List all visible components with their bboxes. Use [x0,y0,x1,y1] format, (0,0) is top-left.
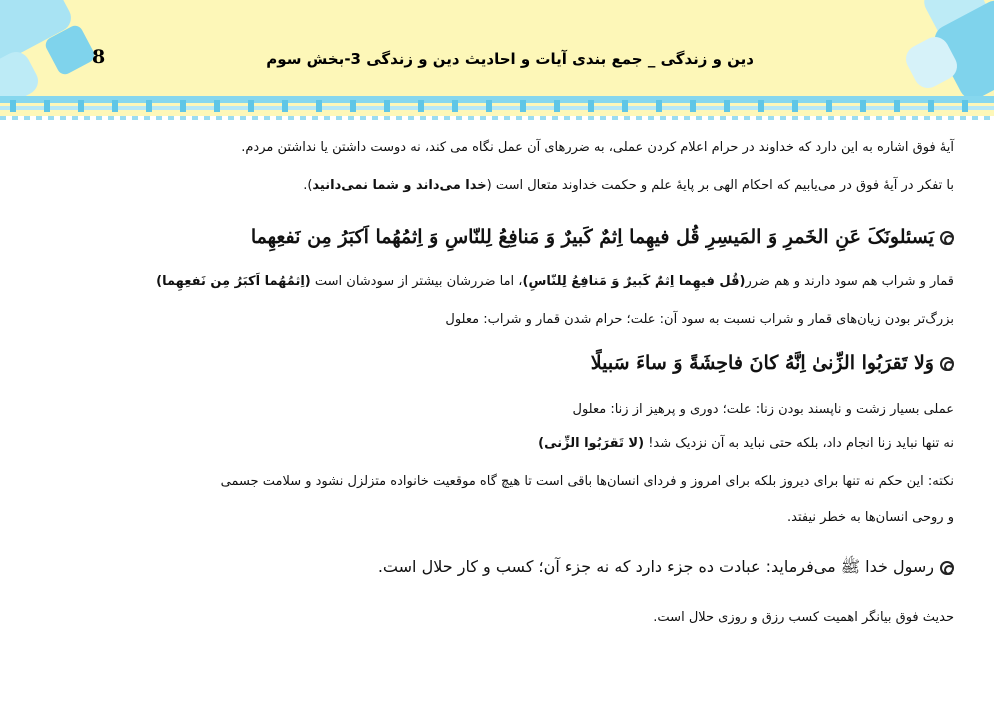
paragraph [538,434,954,454]
stripe-bar [248,100,254,112]
stripe-bar [724,100,730,112]
hadith-intro: رسول خدا ﷺ می‌فرماید: [760,557,934,576]
stripe-bar [418,100,424,112]
quote-text: (لا تَقرَبُوا الزِّنی) [538,436,645,451]
paragraph [156,272,954,292]
spiral-bullet-icon [940,561,954,575]
paragraph: نکته: این حکم نه تنها برای دیروز بلکه برای امروز و فردای انسان‌ها باقی است تا هیچ گاه موقعیت خانواده متزلزل نشود و سلامت جسمی [220,474,954,489]
page-title: دین و زندگی _ جمع بندی آیات و احادیث دین و زندگی 3-بخش سوم [266,50,754,68]
stripe-bar [588,100,594,112]
hadith-text: عبادت ده جزء دارد که نه جزء آن؛ کسب و کار حلال است. [377,557,761,576]
stripe-bar [452,100,458,112]
text: قمار و شراب هم سود دارند و هم ضرر [745,274,954,289]
stripe-bar [690,100,696,112]
verse [591,348,954,378]
stripe-bar [894,100,900,112]
verse-text: یَسئلونَکَ عَنِ الخَمرِ وَ المَیسِرِ قُل فیهِما اِثمٌ کَبیرٌ وَ مَنافِعُ لِلنّاسِ وَ اِثمُهُما اَکبَرُ مِن نَفعِهِما [250,226,934,248]
paragraph: بزرگ‌تر بودن زیان‌های قمار و شراب نسبت به سود آن: علت؛ حرام شدن قمار و شراب: معلول [445,312,954,327]
stripe-bar [622,100,628,112]
stripe-bar [214,100,220,112]
stripe-bar [350,100,356,112]
stripe-bar [554,100,560,112]
text: ، اما ضررشان بیشتر از سودشان است [310,274,523,289]
text: با تفکر در آیهٔ فوق در می‌یابیم که احکام الهی بر پایهٔ علم و حکمت خداوند متعال است ( [486,178,954,193]
verse [251,222,954,252]
paragraph: و روحی انسان‌ها به خطر نیفتد. [787,510,954,525]
stripe-bar [792,100,798,112]
spiral-bullet-icon [940,357,954,371]
paragraph: حدیث فوق بیانگر اهمیت کسب رزق و روزی حلال است. [653,610,954,625]
quote-text: (قُل فیهِما اِثمٌ کَبیرٌ وَ مَنافِعُ لِلنّاسِ) [522,274,746,289]
stripe-bar [44,100,50,112]
stripe-bar [860,100,866,112]
emphasis-text: خدا می‌داند و شما نمی‌دانید [312,178,487,193]
header-dotted-line [0,116,994,120]
stripe-bar [10,100,16,112]
header-stripe-bars [0,100,994,112]
text: نه تنها نباید زنا انجام داد، بلکه حتی نباید به آن نزدیک شد! [644,436,954,451]
stripe-bar [520,100,526,112]
stripe-bar [486,100,492,112]
paragraph: آیهٔ فوق اشاره به این دارد که خداوند در حرام اعلام کردن عملی، به ضررهای آن عمل نگاه می کند، نه دوست داشتن یا نداشتن مردم. [241,140,954,155]
stripe-bar [282,100,288,112]
paragraph [303,176,954,196]
stripe-bar [78,100,84,112]
stripe-bar [826,100,832,112]
stripe-bar [180,100,186,112]
page-header [0,0,994,120]
spiral-bullet-icon [940,231,954,245]
quote-text: (اِثمُهُما اَکبَرُ مِن نَفعِهِما) [156,274,311,289]
text: ). [303,178,313,193]
stripe-bar [656,100,662,112]
stripe-bar [316,100,322,112]
stripe-bar [384,100,390,112]
verse-text: وَلا تَقرَبُوا الزِّنیٰ اِنَّهُ کانَ فاحِشَةً وَ ساءَ سَبیلًا [590,352,934,374]
stripe-bar [928,100,934,112]
page-number: 8 [92,46,106,68]
hadith [378,554,954,580]
paragraph: عملی بسیار زشت و ناپسند بودن زنا: علت؛ دوری و پرهیز از زنا: معلول [572,402,954,417]
stripe-bar [146,100,152,112]
stripe-bar [962,100,968,112]
stripe-bar [758,100,764,112]
stripe-bar [112,100,118,112]
